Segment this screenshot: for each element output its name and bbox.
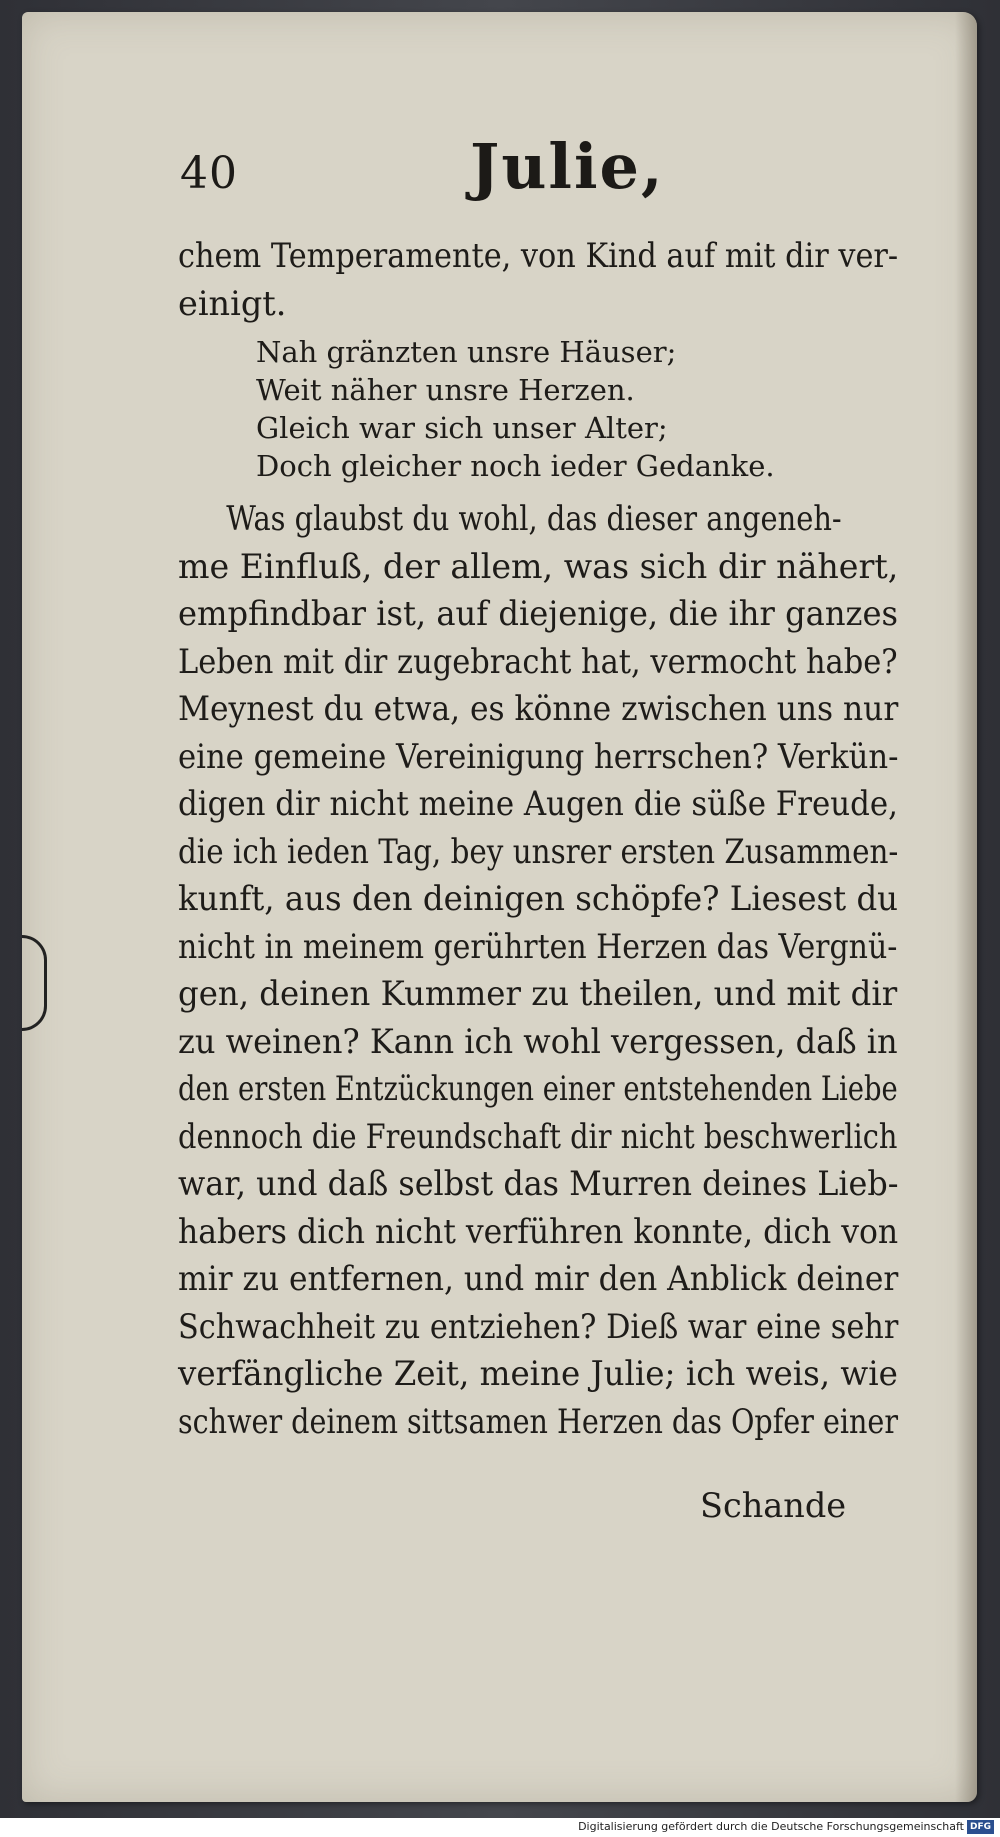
paragraph-line: den ersten Entzückungen einer entstehenden Liebe (178, 1069, 898, 1108)
text-line-content: chem Temperamente, von Kind auf mit dir ver- (178, 236, 899, 275)
paragraph-line: war, und daß selbst das Murren deines Lieb- (178, 1164, 899, 1203)
paragraph-line: me Einfluß, der allem, was sich dir nähert, (178, 546, 899, 586)
paragraph-line: dennoch die Freundschaft dir nicht beschwerlich (178, 1116, 898, 1156)
paragraph-line: mir zu entfernen, und mir den Anblick deiner (178, 1259, 899, 1298)
paragraph-line: empfindbar ist, auf diejenige, die ihr ganzes (178, 594, 899, 633)
paragraph-line: zu weinen? Kann ich wohl vergessen, daß in (178, 1021, 898, 1061)
paragraph-line: kunft, aus den deinigen schöpfe? Liesest du (178, 879, 899, 918)
binding-clip (22, 935, 47, 1031)
paragraph-line: gen, deinen Kummer zu theilen, und mit dir (178, 974, 898, 1013)
dfg-logo-icon: DFG (967, 1820, 994, 1834)
paragraph-line: die ich ieden Tag, bey unsrer ersten Zusammen- (178, 831, 899, 871)
paragraph-line: Was glaubst du wohl, das dieser angeneh- (226, 499, 842, 538)
verse-line: Nah gränzten unsre Häuser; (256, 335, 677, 369)
paragraph-line: schwer deinem sittsamen Herzen das Opfer einer (178, 1401, 898, 1441)
page-header (180, 130, 880, 210)
text-line (178, 280, 898, 328)
verse-block (256, 333, 898, 485)
text-line (178, 232, 899, 280)
verse-line: Doch gleicher noch ieder Gedanke. (256, 449, 775, 483)
page-number: 40 (180, 148, 238, 199)
paragraph-line: Leben mit dir zugebracht hat, vermocht habe? (178, 641, 898, 681)
paragraph-line: Schwachheit zu entziehen? Dieß war eine sehr (178, 1306, 899, 1346)
paragraph-line: digen dir nicht meine Augen die süße Freude, (178, 784, 898, 823)
catchword: Schande (700, 1486, 847, 1525)
running-head: Julie, (470, 130, 665, 203)
body-text (178, 232, 898, 1445)
paragraph-line: eine gemeine Vereinigung herrschen? Verkün- (178, 736, 899, 776)
paragraph-line: habers dich nicht verführen konnte, dich von (178, 1211, 899, 1251)
paragraph-line: nicht in meinem gerührten Herzen das Vergnü- (178, 926, 898, 966)
verse-line: Gleich war sich unser Alter; (256, 411, 668, 445)
verse-line: Weit näher unsre Herzen. (256, 373, 635, 407)
paragraph-line: verfängliche Zeit, meine Julie; ich weis, wie (178, 1354, 898, 1393)
text-line-content: einigt. (178, 283, 287, 323)
paragraph-line: Meynest du etwa, es könne zwischen uns nur (178, 689, 899, 728)
digitization-footer (0, 1818, 1000, 1837)
funding-credit: Digitalisierung gefördert durch die Deutsche Forschungsgemeinschaft (578, 1820, 964, 1833)
